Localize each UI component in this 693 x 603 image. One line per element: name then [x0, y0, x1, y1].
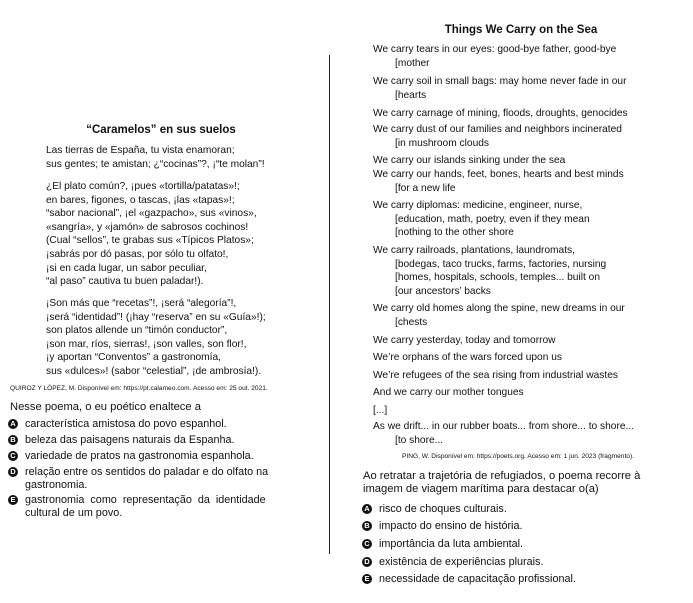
option-text: variedade de pratos na gastronomia espanhola. [25, 450, 254, 462]
verse-line: As we drift... in our rubber boats... from shore... to shore... [373, 421, 635, 432]
verse-line: We carry diplomas: medicine, engineer, nurse, [373, 200, 583, 211]
verse [373, 43, 616, 70]
verse [373, 107, 628, 121]
left-stanza-1 [46, 144, 265, 171]
poem-line: en bares, figones, o tascas, ¡las «tapas»!; [46, 194, 235, 206]
verse-continuation: [hearts [395, 89, 427, 101]
verse-line: And we carry our mother tongues [373, 387, 524, 398]
verse [373, 244, 606, 298]
option-letter-badge: D [362, 557, 372, 567]
verse-line: We carry railroads, plantations, laundromats, [373, 245, 575, 256]
option-text: gastronomia. [25, 478, 88, 491]
poem-line: ¡sabrás por dó pasas, por sólo tu olfato!, [46, 248, 229, 260]
poem-line: “sabor nacional”, ¡el «gazpacho», sus «vinos», [46, 208, 257, 220]
poem-line: ¡será “identidad”! (¡hay “reserva” en su «Guía»!); [46, 311, 266, 323]
verse-line: We carry tears in our eyes: good-bye father, good-bye [373, 44, 617, 55]
option-text: risco de choques culturais. [379, 503, 507, 515]
poem-line: “al paso” cautiva tu buen paladar!). [46, 276, 204, 288]
option-letter-badge: B [362, 521, 372, 531]
poem-line: (Cual “sellos”, te grabas sus «Típicos Platos»; [46, 235, 254, 247]
option-text: característica amistosa do povo espanhol. [25, 418, 227, 430]
verse-line: We carry our islands sinking under the sea [373, 155, 566, 166]
verse [373, 75, 626, 102]
verse-line: We carry dust of our families and neighbors incinerated [373, 124, 622, 135]
verse-line: We’re refugees of the sea rising from industrial wastes [373, 370, 618, 381]
verse [373, 123, 622, 150]
option-text: relação entre os sentidos do paladar e do olfato na [25, 466, 269, 478]
verse-line: We carry our hands, feet, bones, hearts and best minds [373, 169, 624, 180]
poem-line: sus «dulces»! (sabor “celestial”, ¡de ambrosía!). [46, 365, 262, 377]
left-source-credit: QUIROZ Y LÓPEZ, M. Disponível em: https://pt.calameo.com. Acesso em: 25 out. 2021. [10, 385, 268, 392]
verse-line: [...] [373, 405, 388, 416]
verse-continuation: [for a new life [395, 182, 456, 194]
poem-line: ¿El plato común?, ¡pues «tortilla/patatas»!; [46, 181, 240, 192]
verse [373, 199, 590, 240]
poem-line: ¡Son más que “recetas”!, ¡será “alegoría”!, [46, 298, 237, 309]
option-letter-badge: D [8, 467, 18, 477]
verse-continuation: [education, math, poetry, even if they mean [395, 213, 590, 225]
option-letter-badge: E [8, 495, 18, 505]
verse [373, 302, 625, 329]
verse [373, 369, 618, 383]
option-letter-badge: E [362, 574, 372, 584]
option-text: existência de experiências plurais. [379, 556, 544, 568]
question-line: Ao retratar a trajetória de refugiados, o poema recorre à [363, 470, 641, 482]
option-letter-badge: C [362, 539, 372, 549]
right-poem-title: Things We Carry on the Sea [444, 24, 598, 36]
verse-continuation: [bodegas, taco trucks, farms, factories, nursing [395, 258, 607, 270]
verse-line: We carry old homes along the spine, new dreams in our [373, 303, 625, 314]
verse-line: We’re orphans of the wars forced upon us [373, 352, 562, 363]
column-divider [329, 55, 330, 554]
option-text: impacto do ensino de história. [379, 520, 523, 532]
verse [373, 351, 562, 365]
left-stanza-3 [46, 297, 266, 379]
verse [373, 420, 634, 447]
poem-line: «sangría», y «jamón» de sabrosos cochinos! [46, 221, 249, 233]
left-question-stem: Nesse poema, o eu poético enaltece a [10, 401, 201, 413]
verse [373, 168, 624, 195]
verse-line: We carry yesterday, today and tomorrow [373, 335, 556, 346]
left-poem-title: “Caramelos” en sus suelos [86, 124, 236, 136]
left-stanza-2 [46, 180, 257, 289]
option-text: cultural de um povo. [25, 506, 123, 519]
poem-line: sus gentes; te amistan; ¿“cocinas”?, ¡“te molan”! [46, 158, 265, 170]
verse-continuation: [chests [395, 316, 428, 328]
option-letter-badge: A [362, 504, 372, 514]
right-question-stem [363, 470, 640, 496]
verse-line: We carry carnage of mining, floods, droughts, genocides [373, 108, 628, 119]
option-text: necessidade de capacitação profissional. [379, 573, 576, 585]
option-letter-badge: C [8, 451, 18, 461]
option-text: gastronomia como representação da identidade [25, 494, 266, 506]
poem-line: ¡y aportan “Conventos” a gastronomía, [46, 352, 221, 364]
verse-continuation: [homes, hospitals, schools, temples... built on [395, 272, 600, 284]
verse-line: We carry soil in small bags: may home never fade in our [373, 76, 627, 87]
verse-continuation: [our ancestors’ backs [395, 285, 491, 297]
verse-continuation: [mother [395, 57, 430, 69]
option-letter-badge: A [8, 419, 18, 429]
poem-line: ¡son mar, ríos, sierras!, ¡son valles, son flor!, [46, 338, 247, 350]
verse-continuation: [nothing to the other shore [395, 227, 514, 239]
left-option-e[interactable] [8, 494, 312, 520]
poem-line: ¡si en cada lugar, un sabor peculiar, [46, 262, 207, 274]
poem-line: son platos allende un “timón conductor”, [46, 325, 228, 337]
verse-continuation: [to shore... [395, 434, 444, 446]
verse [373, 404, 387, 418]
left-option-d[interactable] [8, 466, 312, 492]
verse [373, 334, 556, 348]
verse-continuation: [in mushroom clouds [395, 137, 489, 149]
verse [373, 386, 524, 400]
question-line: imagem de viagem marítima para destacar o(a) [363, 483, 599, 495]
option-letter-badge: B [8, 435, 18, 445]
right-source-credit: PING, W. Disponível em: https://poets.org. Acesso em: 1 jun. 2023 (fragmento). [402, 453, 634, 460]
poem-line: Las tierras de España, tu vista enamoran; [46, 145, 235, 156]
option-text: importância da luta ambiental. [379, 538, 524, 550]
option-text: beleza das paisagens naturais da Espanha. [25, 434, 235, 446]
verse [373, 154, 565, 168]
